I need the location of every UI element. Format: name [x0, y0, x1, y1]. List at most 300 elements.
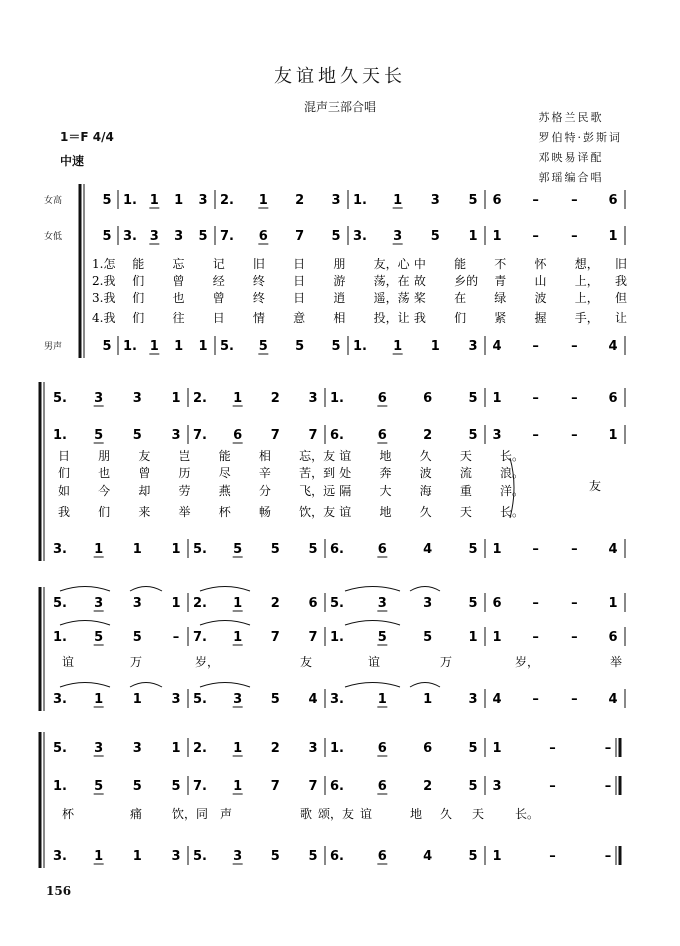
note-soprano: 2	[295, 193, 305, 208]
note-soprano: 1	[233, 391, 243, 406]
note-alto: 1.	[330, 630, 344, 645]
note-soprano: 2.	[193, 391, 207, 406]
note-alto: 5	[468, 779, 478, 794]
note-male: 1	[132, 542, 142, 557]
note-male: 6.	[330, 542, 344, 557]
note-soprano: –	[571, 596, 578, 611]
lyric-syllable: 大	[379, 484, 392, 498]
note-male: 1	[132, 692, 142, 707]
note-alto: 3.	[353, 229, 367, 244]
note-soprano: 6	[492, 193, 502, 208]
slur	[60, 587, 110, 592]
note-soprano: 3	[132, 391, 142, 406]
note-alto: 1	[492, 630, 502, 645]
note-soprano: 1.	[330, 391, 344, 406]
lyric-syllable: 谊	[360, 807, 373, 821]
lyric-syllable: 忘	[172, 257, 185, 271]
slur	[200, 621, 250, 626]
lyric-syllable: 日	[58, 449, 71, 463]
note-male: 3	[171, 849, 181, 864]
note-alto: 5	[430, 229, 440, 244]
note-alto: 1	[468, 630, 478, 645]
note-alto: 7.	[220, 229, 234, 244]
lyric-syllable: 4.我	[92, 311, 116, 325]
lyric-syllable: 乡的	[454, 274, 479, 288]
note-soprano: 5.	[53, 391, 67, 406]
lyric-syllable: 分	[258, 484, 271, 498]
note-alto: –	[571, 428, 578, 443]
lyric-syllable: 们	[132, 311, 145, 325]
note-soprano: 2	[270, 741, 280, 756]
lyric-syllable: 辛	[258, 466, 271, 480]
note-alto: 1.	[53, 779, 67, 794]
note-alto: 5	[132, 428, 142, 443]
note-soprano: 1	[171, 741, 181, 756]
lyric-syllable: 日	[212, 311, 225, 325]
lyric-syllable: 游	[333, 274, 346, 288]
note-male: 1	[430, 339, 440, 354]
note-soprano: –	[549, 741, 556, 756]
slur	[130, 683, 162, 688]
lyric-syllable: 谊	[62, 655, 75, 669]
note-alto: 3	[174, 229, 184, 244]
lyric-syllable: 浪。	[500, 466, 525, 480]
slur	[345, 683, 400, 688]
lyric-syllable: 天	[472, 807, 485, 821]
lyric-syllable: 意	[293, 311, 306, 325]
lyric-syllable: 波	[534, 291, 547, 305]
slur	[345, 587, 400, 592]
lyric-syllable: 友	[300, 655, 313, 669]
note-male: 4	[608, 692, 618, 707]
note-soprano: –	[532, 193, 539, 208]
note-alto: 5	[377, 630, 387, 645]
lyric-syllable: 握	[534, 311, 547, 325]
lyric-syllable: 3.我	[92, 291, 116, 305]
note-male: 4	[492, 692, 502, 707]
note-male: 4	[608, 542, 618, 557]
note-male: 5.	[193, 542, 207, 557]
lyric-syllable: 天	[459, 505, 472, 519]
slur	[345, 621, 400, 626]
lyric-syllable: 岁，	[195, 655, 220, 669]
note-soprano: –	[571, 391, 578, 406]
note-male: 1	[423, 692, 433, 707]
note-male: 5	[258, 339, 268, 354]
note-soprano: 1	[171, 391, 181, 406]
lyric-syllable: 谊	[339, 449, 352, 463]
note-male: –	[532, 339, 539, 354]
note-alto: 2	[423, 428, 433, 443]
note-alto: 6.	[330, 779, 344, 794]
note-soprano: 5	[468, 391, 478, 406]
lyric-syllable: 也	[172, 291, 185, 305]
lyric-syllable: 故	[413, 274, 426, 288]
note-male: 5.	[193, 849, 207, 864]
note-alto: 1	[233, 779, 243, 794]
note-alto: 5	[331, 229, 341, 244]
note-male: 1	[492, 542, 502, 557]
lyric-syllable: 能	[454, 257, 467, 271]
note-male: –	[532, 692, 539, 707]
note-male: –	[571, 692, 578, 707]
note-soprano: 6	[608, 193, 618, 208]
lyric-syllable: 曾	[212, 291, 225, 305]
lyric-syllable: 1.怎	[92, 257, 116, 271]
note-soprano: 5.	[53, 741, 67, 756]
note-male: 3	[233, 692, 243, 707]
note-alto: –	[172, 630, 180, 645]
note-soprano: 3	[132, 741, 142, 756]
lyric-syllable: 长。	[515, 807, 540, 821]
lyric-syllable: 声	[220, 807, 233, 821]
note-male: 6	[377, 849, 387, 864]
note-soprano: 1	[608, 596, 618, 611]
lyric-syllable: 曾	[172, 274, 185, 288]
lyric-syllable: 杯	[62, 807, 75, 821]
lyric-syllable: 日	[293, 291, 306, 305]
note-alto: 7.	[193, 779, 207, 794]
lyric-syllable: 曾	[138, 466, 151, 480]
lyric-syllable: 终	[252, 274, 265, 288]
lyric-syllable: 长。	[500, 505, 525, 519]
lyric-syllable: 情	[252, 311, 265, 325]
lyric-syllable: 往	[172, 311, 185, 325]
note-soprano: 6	[608, 391, 618, 406]
note-male: 6.	[330, 849, 344, 864]
note-soprano: 6	[492, 596, 502, 611]
slur	[200, 683, 250, 688]
lyric-syllable: 让	[615, 311, 628, 325]
lyric-syllable: 苦，到	[299, 466, 336, 480]
lyric-syllable: 举	[610, 655, 623, 669]
lyric-syllable: 地	[410, 807, 423, 821]
note-alto: 6	[608, 630, 618, 645]
note-soprano: 6	[308, 596, 318, 611]
lyric-syllable: 朋	[98, 449, 111, 463]
note-soprano: 3	[377, 596, 387, 611]
lyric-syllable: 但	[615, 291, 628, 305]
note-male: 5	[270, 849, 280, 864]
note-male: 1	[393, 339, 403, 354]
note-male: –	[549, 849, 556, 864]
lyric-syllable: 今	[98, 484, 111, 498]
lyric-syllable: 相	[333, 311, 346, 325]
note-soprano: 5	[468, 596, 478, 611]
note-alto: 5	[198, 229, 208, 244]
note-alto: 5	[171, 779, 181, 794]
note-alto: 5	[468, 428, 478, 443]
note-male: 5	[468, 542, 478, 557]
note-male: 3.	[53, 849, 67, 864]
note-soprano: 1	[258, 193, 268, 208]
note-male: 5	[233, 542, 243, 557]
note-alto: –	[532, 229, 539, 244]
slur	[410, 587, 440, 592]
lyric-syllable: 相	[258, 449, 271, 463]
note-alto: 1	[233, 630, 243, 645]
note-soprano: 3	[94, 741, 104, 756]
lyric-syllable: 绿	[494, 291, 507, 305]
note-soprano: –	[604, 741, 612, 756]
note-male: 5	[308, 542, 318, 557]
note-alto: –	[549, 779, 556, 794]
voice-label-soprano: 女高	[44, 196, 63, 206]
note-alto: 5	[423, 630, 433, 645]
lyric-syllable: 来	[138, 505, 151, 519]
note-male: 6	[377, 542, 387, 557]
lyric-syllable: 旧	[615, 257, 628, 271]
note-soprano: 3	[94, 596, 104, 611]
lyric-syllable: 怀	[534, 257, 547, 271]
note-alto: 1	[608, 229, 618, 244]
note-male: 3	[468, 339, 478, 354]
note-male: 3.	[53, 692, 67, 707]
note-soprano: 6	[423, 391, 433, 406]
tempo-marking: 中速	[60, 154, 85, 168]
slur	[410, 683, 440, 688]
lyric-syllable: 友	[138, 449, 151, 463]
note-male: –	[571, 542, 578, 557]
note-alto: 7	[308, 630, 318, 645]
lyric-syllable: 尽	[218, 466, 231, 480]
credit-arranger: 郭瑶编合唱	[538, 171, 604, 184]
note-soprano: 3	[94, 391, 104, 406]
note-alto: 7.	[193, 428, 207, 443]
lyric-syllable: 不	[494, 257, 507, 271]
note-alto: 6	[377, 779, 387, 794]
note-soprano: 3	[423, 596, 433, 611]
credit-translator: 邓映易译配	[538, 151, 604, 164]
voice-label-alto: 女低	[44, 232, 63, 242]
note-soprano: 6	[377, 391, 387, 406]
note-alto: 5	[132, 779, 142, 794]
note-alto: 7	[270, 779, 280, 794]
note-alto: 7.	[193, 630, 207, 645]
note-soprano: –	[532, 391, 539, 406]
lyric-syllable: 想，	[574, 257, 599, 271]
lyric-syllable: 万	[130, 655, 143, 669]
note-male: 5.	[193, 692, 207, 707]
song-title: 友谊地久天长	[274, 66, 406, 87]
note-soprano: 1.	[353, 193, 367, 208]
lyric-syllable: 歌	[300, 807, 313, 821]
lyric-syllable: 岂	[178, 449, 191, 463]
slur	[60, 621, 110, 626]
lyric-syllable: 荡，在	[373, 274, 410, 288]
note-alto: 5	[132, 630, 142, 645]
note-male: 1	[174, 339, 184, 354]
note-alto: 6	[258, 229, 268, 244]
slur	[60, 683, 110, 688]
note-soprano: 5	[468, 741, 478, 756]
note-male: 1	[94, 542, 104, 557]
note-male: –	[571, 339, 578, 354]
note-alto: 3	[393, 229, 403, 244]
note-soprano: 3	[430, 193, 440, 208]
note-soprano: 2	[270, 596, 280, 611]
note-male: 5	[270, 692, 280, 707]
lyric-syllable: 痛	[130, 807, 143, 821]
note-male: 3.	[53, 542, 67, 557]
note-male: 4	[423, 849, 433, 864]
lyric-syllable: 手，	[574, 311, 599, 325]
lyric-syllable: 却	[138, 484, 151, 498]
note-soprano: 2.	[220, 193, 234, 208]
note-alto: 6	[233, 428, 243, 443]
lyric-syllable: 们	[58, 466, 71, 480]
note-male: –	[532, 542, 539, 557]
lyric-syllable: 岁，	[515, 655, 540, 669]
note-alto: 1	[468, 229, 478, 244]
lyric-syllable: 也	[98, 466, 111, 480]
lyric-syllable: 奔	[379, 466, 392, 480]
lyric-side-syllable: 友	[588, 479, 602, 493]
note-alto: 3	[492, 428, 502, 443]
lyric-syllable: 海	[419, 484, 432, 498]
note-soprano: 3	[132, 596, 142, 611]
note-male: 1	[149, 339, 159, 354]
note-male: 1	[492, 849, 502, 864]
note-soprano: 1.	[123, 193, 137, 208]
voice-label-male: 男声	[44, 342, 63, 352]
lyric-syllable: 能	[132, 257, 145, 271]
lyric-syllable: 旧	[252, 257, 265, 271]
lyric-syllable: 友，心	[373, 257, 410, 271]
note-soprano: 1	[174, 193, 184, 208]
note-soprano: 6	[423, 741, 433, 756]
note-male: 5	[270, 542, 280, 557]
lyric-syllable: 日	[293, 257, 306, 271]
note-alto: 1.	[53, 630, 67, 645]
note-male: 5	[102, 339, 112, 354]
lyric-syllable: 经	[212, 274, 225, 288]
note-male: 3	[468, 692, 478, 707]
note-male: –	[604, 849, 612, 864]
lyric-syllable: 劳	[178, 484, 191, 498]
lyric-syllable: 地	[379, 505, 392, 519]
note-soprano: 3	[331, 193, 341, 208]
note-male: 5	[308, 849, 318, 864]
lyric-syllable: 逍	[333, 291, 346, 305]
slur	[130, 587, 162, 592]
note-soprano: 3	[308, 741, 318, 756]
note-alto: 1.	[53, 428, 67, 443]
note-male: 4	[492, 339, 502, 354]
note-soprano: 1	[492, 741, 502, 756]
note-alto: 3	[171, 428, 181, 443]
note-male: 1	[198, 339, 208, 354]
lyric-syllable: 天	[459, 449, 472, 463]
lyric-syllable: 上，	[574, 291, 599, 305]
lyric-syllable: 处	[339, 466, 352, 480]
lyric-syllable: 们	[132, 274, 145, 288]
lyric-syllable: 终	[252, 291, 265, 305]
lyric-syllable: 山	[534, 274, 547, 288]
lyric-syllable: 久	[419, 449, 432, 463]
lyric-syllable: 们	[98, 505, 111, 519]
note-male: 3	[171, 692, 181, 707]
note-male: 1	[132, 849, 142, 864]
lyric-syllable: 忘，友	[299, 449, 336, 463]
note-male: 4	[608, 339, 618, 354]
lyric-syllable: 我	[58, 505, 71, 519]
lyric-syllable: 久	[419, 505, 432, 519]
note-male: 4	[308, 692, 318, 707]
note-alto: 2	[423, 779, 433, 794]
lyric-syllable: 饮，同	[172, 807, 209, 821]
note-soprano: 1	[393, 193, 403, 208]
note-soprano: 3	[198, 193, 208, 208]
lyric-syllable: 举	[178, 505, 191, 519]
lyric-syllable: 万	[440, 655, 453, 669]
lyric-syllable: 燕	[218, 484, 231, 498]
note-male: 1.	[123, 339, 137, 354]
note-alto: –	[571, 229, 578, 244]
note-alto: 7	[270, 630, 280, 645]
note-male: 5.	[220, 339, 234, 354]
note-soprano: 5	[468, 193, 478, 208]
note-soprano: 5.	[330, 596, 344, 611]
note-soprano: 6	[377, 741, 387, 756]
lyric-syllable: 在	[454, 291, 467, 305]
note-male: 1.	[353, 339, 367, 354]
lyric-syllable: 谊	[368, 655, 381, 669]
note-alto: 1	[492, 229, 502, 244]
note-alto: 5	[94, 779, 104, 794]
note-alto: 3.	[123, 229, 137, 244]
lyric-syllable: 朋	[333, 257, 346, 271]
note-soprano: 5	[102, 193, 112, 208]
note-soprano: –	[571, 193, 578, 208]
note-alto: 3	[492, 779, 502, 794]
note-soprano: 2	[270, 391, 280, 406]
lyric-syllable: 桨	[413, 291, 426, 305]
lyric-syllable: 波	[419, 466, 432, 480]
page-number: 156	[46, 884, 72, 898]
note-soprano: 1	[149, 193, 159, 208]
lyric-syllable: 遥，荡	[373, 291, 410, 305]
note-alto: –	[571, 630, 578, 645]
lyric-syllable: 流	[459, 466, 472, 480]
note-male: 5	[331, 339, 341, 354]
lyric-syllable: 畅	[258, 505, 271, 519]
note-alto: 7	[295, 229, 305, 244]
note-alto: 5	[94, 630, 104, 645]
lyric-syllable: 颂，友	[318, 807, 355, 821]
note-male: 3	[233, 849, 243, 864]
note-soprano: 1	[171, 596, 181, 611]
lyric-syllable: 上，	[574, 274, 599, 288]
lyric-syllable: 我	[615, 274, 628, 288]
note-alto: 7	[308, 428, 318, 443]
note-alto: 6	[377, 428, 387, 443]
lyric-syllable: 隔	[339, 484, 352, 498]
lyric-syllable: 记	[212, 257, 225, 271]
note-alto: 6.	[330, 428, 344, 443]
lyric-syllable: 2.我	[92, 274, 116, 288]
note-male: 4	[423, 542, 433, 557]
lyric-syllable: 日	[293, 274, 306, 288]
lyric-syllable: 洋。	[500, 484, 525, 498]
note-soprano: 1	[492, 391, 502, 406]
song-subtitle: 混声三部合唱	[303, 100, 376, 114]
lyric-syllable: 们	[132, 291, 145, 305]
note-male: 1	[377, 692, 387, 707]
lyric-syllable: 地	[379, 449, 392, 463]
lyric-syllable: 长。	[500, 449, 525, 463]
note-alto: –	[604, 779, 612, 794]
